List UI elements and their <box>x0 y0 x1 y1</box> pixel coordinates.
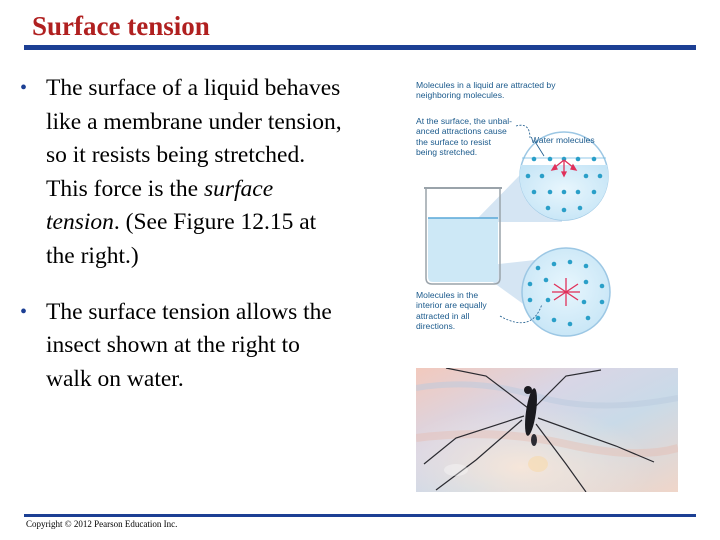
bullet-item-insect <box>18 296 348 397</box>
bullet-text-post: . (See Figure 12.15 at the right.) <box>46 209 317 269</box>
water-strider-illustration <box>416 368 678 492</box>
slide-title: Surface tension <box>32 11 210 41</box>
bullet-text-emphasis: surface tension <box>46 175 274 236</box>
figure-caption-surface: At the surface, the unbal- anced attractions cause the surface to resist being stretched. <box>416 116 513 158</box>
bullet-icon: • <box>20 77 28 99</box>
bullet-item-surface-tension <box>18 72 348 274</box>
bullet-icon: • <box>20 300 28 323</box>
bullet-text-pre: The surface of a liquid behaves like a membrane under tension, so it resists being stretched. This force is the <box>46 75 342 202</box>
interior-molecules-circle <box>522 248 610 336</box>
title-underline <box>24 45 696 50</box>
beaker-icon <box>424 188 502 284</box>
water-strider-photo <box>416 368 678 492</box>
figure-caption-interior: Molecules in the interior are equally attracted in all directions. <box>416 290 487 332</box>
footer-rule <box>24 514 696 517</box>
bullet-text: The surface tension allows the insect shown at the right to walk on water. <box>46 298 332 392</box>
surface-tension-figure <box>412 72 622 344</box>
water-molecules-label: Water molecules <box>531 135 595 145</box>
copyright-notice: Copyright © 2012 Pearson Education Inc. <box>26 519 178 529</box>
surface-molecules-circle <box>520 132 609 220</box>
bullet-list <box>18 72 348 418</box>
figure-diagram <box>412 72 622 344</box>
figure-caption-top: Molecules in a liquid are attracted by neighboring molecules. <box>416 80 556 101</box>
